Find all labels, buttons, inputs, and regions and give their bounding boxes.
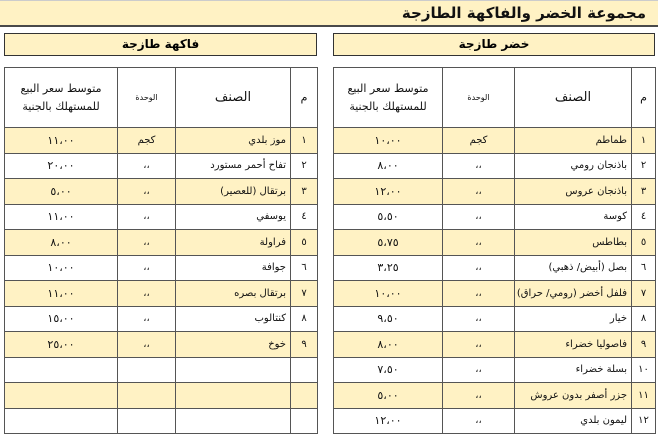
table-row — [334, 281, 656, 307]
item-price: ٥،٧٥ — [334, 230, 443, 256]
item-price: ٥،٥٠ — [334, 204, 443, 230]
row-number: ١ — [632, 128, 656, 154]
item-name: ليمون بلدي — [515, 408, 632, 434]
item-unit — [118, 357, 176, 383]
row-number: ٨ — [632, 306, 656, 332]
item-unit: ،، — [118, 230, 176, 256]
item-name: تفاح أحمر مستورد — [176, 153, 291, 179]
item-unit: ،، — [443, 408, 515, 434]
item-name: كنتالوب — [176, 306, 291, 332]
price-header-line1: متوسط سعر البيع — [347, 81, 429, 95]
row-number: ٥ — [291, 230, 318, 256]
table-row — [5, 281, 318, 307]
item-price: ١٠،٠٠ — [334, 128, 443, 154]
item-unit: ،، — [118, 281, 176, 307]
fruits-panel — [4, 33, 317, 351]
table-row — [334, 332, 656, 358]
table-row — [5, 306, 318, 332]
table-row — [334, 383, 656, 409]
sheet-header — [0, 0, 658, 27]
row-number: ٦ — [291, 255, 318, 281]
item-price: ٣،٢٥ — [334, 255, 443, 281]
item-name: بطاطس — [515, 230, 632, 256]
item-unit — [118, 383, 176, 409]
row-number: ١١ — [632, 383, 656, 409]
item-unit: ،، — [443, 306, 515, 332]
table-row — [334, 204, 656, 230]
column-header-item: الصنف — [515, 68, 632, 128]
row-number — [291, 357, 318, 383]
table-row — [5, 357, 318, 383]
item-unit: ،، — [443, 332, 515, 358]
item-name: برتقال بصره — [176, 281, 291, 307]
item-name: خيار — [515, 306, 632, 332]
column-header-num: م — [291, 68, 318, 128]
table-row — [5, 153, 318, 179]
table-row — [5, 230, 318, 256]
table-row — [334, 179, 656, 205]
table-row — [334, 306, 656, 332]
table-row — [5, 204, 318, 230]
item-name: فراولة — [176, 230, 291, 256]
column-header-price — [5, 68, 118, 128]
item-price: ١١،٠٠ — [5, 128, 118, 154]
item-unit: ،، — [118, 306, 176, 332]
item-price: ٥،٠٠ — [334, 383, 443, 409]
table-row — [334, 153, 656, 179]
item-price: ٥،٠٠ — [5, 179, 118, 205]
table-row — [334, 128, 656, 154]
fruits-title: فاكهة طازجة — [4, 33, 317, 56]
row-number: ٢ — [291, 153, 318, 179]
item-unit: ،، — [118, 332, 176, 358]
item-price: ٨،٠٠ — [5, 230, 118, 256]
table-row — [334, 230, 656, 256]
fruits-table — [4, 67, 318, 434]
price-header-line2: للمستهلك بالجنية — [22, 99, 100, 113]
item-unit — [118, 408, 176, 434]
item-unit: ،، — [443, 281, 515, 307]
price-header-line2: للمستهلك بالجنية — [349, 99, 427, 113]
item-unit: ،، — [443, 383, 515, 409]
item-price: ١٠،٠٠ — [5, 255, 118, 281]
item-unit: ،، — [443, 204, 515, 230]
item-unit: ،، — [118, 255, 176, 281]
table-row — [5, 128, 318, 154]
table-row — [334, 255, 656, 281]
item-name — [176, 357, 291, 383]
item-name: خوخ — [176, 332, 291, 358]
item-name: باذنجان عروس — [515, 179, 632, 205]
column-header-num: م — [632, 68, 656, 128]
row-number: ٤ — [291, 204, 318, 230]
item-unit: ،، — [118, 179, 176, 205]
item-price: ٨،٠٠ — [334, 332, 443, 358]
item-unit: ،، — [443, 153, 515, 179]
row-number: ٧ — [291, 281, 318, 307]
item-price: ١٥،٠٠ — [5, 306, 118, 332]
item-unit: ،، — [118, 204, 176, 230]
table-row — [5, 179, 318, 205]
item-name: بسلة خضراء — [515, 357, 632, 383]
table-row — [5, 408, 318, 434]
column-header-unit: الوحدة — [118, 68, 176, 128]
row-number: ٩ — [291, 332, 318, 358]
sheet-title: مجموعة الخضر والفاكهة الطازجة — [401, 4, 646, 22]
row-number: ٣ — [291, 179, 318, 205]
item-price — [5, 357, 118, 383]
row-number — [291, 408, 318, 434]
column-header-price — [334, 68, 443, 128]
item-unit: كجم — [118, 128, 176, 154]
row-number: ٦ — [632, 255, 656, 281]
item-name: فاصوليا خضراء — [515, 332, 632, 358]
table-header-row — [334, 68, 656, 128]
item-unit: ،، — [443, 179, 515, 205]
table-row — [334, 357, 656, 383]
item-price: ٢٥،٠٠ — [5, 332, 118, 358]
item-name: فلفل أخضر (رومي/ حراق) — [515, 281, 632, 307]
table-row — [5, 332, 318, 358]
item-name: طماطم — [515, 128, 632, 154]
item-price: ٨،٠٠ — [334, 153, 443, 179]
vegetables-table — [333, 67, 656, 434]
item-price: ٧،٥٠ — [334, 357, 443, 383]
row-number: ٢ — [632, 153, 656, 179]
row-number: ٤ — [632, 204, 656, 230]
item-price: ١١،٠٠ — [5, 281, 118, 307]
item-name: باذنجان رومي — [515, 153, 632, 179]
item-price: ٩،٥٠ — [334, 306, 443, 332]
row-number: ٩ — [632, 332, 656, 358]
item-price — [5, 408, 118, 434]
item-name: برتقال (للعصير) — [176, 179, 291, 205]
row-number: ١ — [291, 128, 318, 154]
price-header-line1: متوسط سعر البيع — [20, 81, 102, 95]
vegetables-title: خضر طازجة — [333, 33, 655, 56]
row-number: ٧ — [632, 281, 656, 307]
item-name: جزر أصفر بدون عروش — [515, 383, 632, 409]
item-price: ١٢،٠٠ — [334, 179, 443, 205]
row-number: ١٠ — [632, 357, 656, 383]
item-unit: ،، — [443, 255, 515, 281]
item-unit: ،، — [443, 357, 515, 383]
table-row — [5, 383, 318, 409]
row-number: ١٢ — [632, 408, 656, 434]
item-name: يوسفي — [176, 204, 291, 230]
item-unit: ،، — [118, 153, 176, 179]
item-price — [5, 383, 118, 409]
column-header-item: الصنف — [176, 68, 291, 128]
row-number — [291, 383, 318, 409]
vegetables-panel — [333, 33, 655, 428]
table-header-row — [5, 68, 318, 128]
item-unit: ،، — [443, 230, 515, 256]
item-price: ١١،٠٠ — [5, 204, 118, 230]
table-row — [5, 255, 318, 281]
item-name — [176, 408, 291, 434]
item-price: ٢٠،٠٠ — [5, 153, 118, 179]
item-price: ١٢،٠٠ — [334, 408, 443, 434]
column-header-unit: الوحدة — [443, 68, 515, 128]
item-price: ١٠،٠٠ — [334, 281, 443, 307]
row-number: ٨ — [291, 306, 318, 332]
item-name: موز بلدي — [176, 128, 291, 154]
table-row — [334, 408, 656, 434]
item-unit: كجم — [443, 128, 515, 154]
item-name — [176, 383, 291, 409]
item-name: جوافة — [176, 255, 291, 281]
item-name: بصل (أبيض/ ذهبي) — [515, 255, 632, 281]
row-number: ٣ — [632, 179, 656, 205]
row-number: ٥ — [632, 230, 656, 256]
item-name: كوسة — [515, 204, 632, 230]
